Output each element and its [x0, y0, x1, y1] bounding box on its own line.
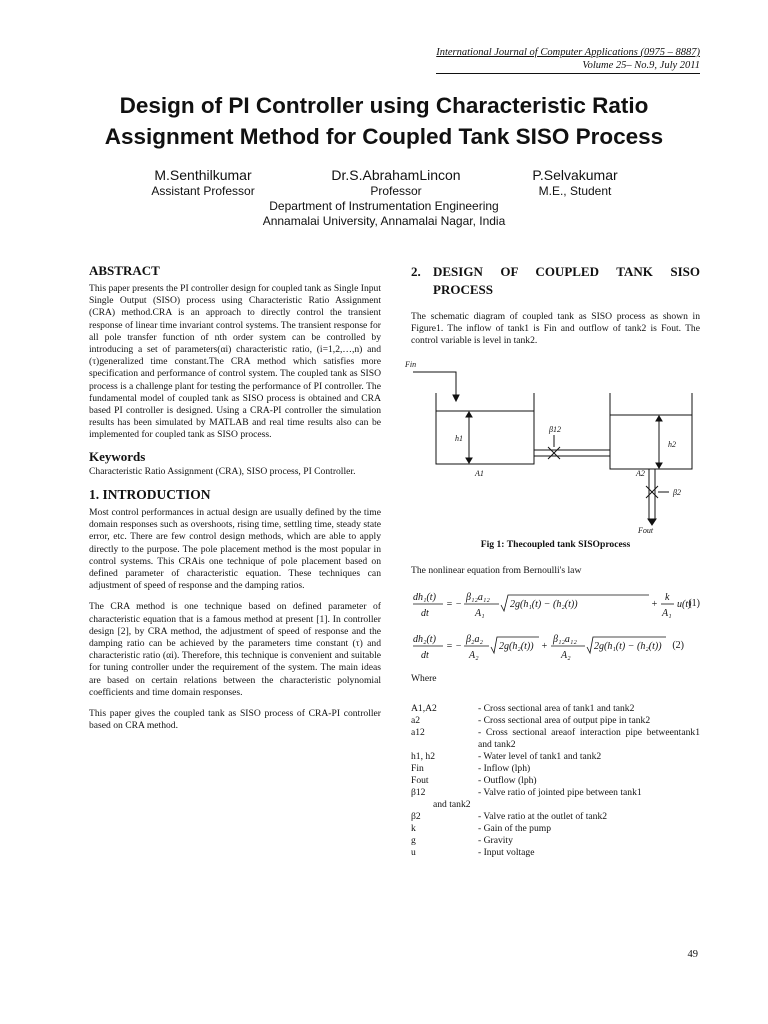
tank-1: [436, 393, 534, 464]
svg-text:dh₂(t): dh₂(t): [413, 634, 436, 646]
abstract-text: This paper presents the PI controller design for coupled tank as Single Input Single Output (SISO) process using Characteristic Ratio Assignment (CRA) method.CRA is an approach to directly control the transient response of linear time invariant control systems. The transient response for all pole transfer function of nth order system can be controlled by introducing a set of parameters(αi) characteristic ratio, (i=1,2,…,n) and (τ)generalized time constant.The CRA method which satisfies more specification and performance of control system. The coupled tank as SISO process is a challenge plant for testing the performance of PI controller. The fundamental model of coupled tank as SISO process is obtained and CRA based PI controller is designed. Using a CRA-PI controller the simulation results has been simulated by MATLAB and real time results also can be implemented for coupled tank as SISO process.: [89, 283, 382, 441]
svg-text:2g(h₂(t)): 2g(h₂(t)): [499, 641, 534, 653]
definition-row: a12 - Cross sectional areaof interaction pipe betweentank1 and tank2: [411, 727, 700, 751]
definition-row: Fin - Inflow (lph): [411, 763, 531, 775]
svg-text:2g(h₁(t) − (h₂(t)): 2g(h₁(t) − (h₂(t)): [510, 599, 578, 611]
definition-row: u - Input voltage: [411, 847, 535, 859]
intro-paragraph-1: Most control performances in actual design are usually defined by the time domain responses such as overshoots, rising time, settling time, steady state error, etc. There are few control design methods, which are able to apply directly to the purpose. The pole placement method is the most popular in control systems. This CRAis one technique of pole placement based on defined parameter of characteristic equation. These techniques can adjustment of speed of response and the damping ratios.: [89, 507, 381, 592]
svg-text:u(t): u(t): [677, 599, 692, 611]
author-name: M.Senthilkumar: [154, 167, 252, 183]
author-name: Dr.S.AbrahamLincon: [331, 167, 461, 183]
intro-paragraph-2: The CRA method is one technique based on defined parameter of characteristic equation that is a famous method at present [1]. In controller design [2], by CRA method, the adjustment of speed of response and the damping ratio can be achieved by the parameters time constant (τ) and characteristic ratio (αi). Therefore, this technique is convenient and suitable for tuning controller under the requirement of the system. The main ideas are based on certain relations between the characteristic polynomial coefficients and time domain responses.: [89, 601, 381, 698]
svg-text:β₂a₂: β₂a₂: [466, 634, 483, 646]
definition-row: k - Gain of the pump: [411, 823, 552, 835]
abstract-heading: ABSTRACT: [89, 263, 160, 278]
author-name: P.Selvakumar: [532, 167, 618, 183]
definition-row-continued: and tank2: [433, 799, 471, 811]
definition-row: h1, h2 - Water level of tank1 and tank2: [411, 751, 602, 763]
svg-text:A₁: A₁: [662, 608, 672, 620]
section2-paragraph: The schematic diagram of coupled tank as SISO process as shown in Figure1. The inflow of tank1 is Fin and outflow of tank2 is Fout. The control variable is level in tank2.: [411, 311, 700, 347]
equation-intro: The nonlinear equation from Bernoulli's law: [411, 564, 582, 576]
figure-coupled-tank: [405, 357, 700, 537]
intro-paragraph-3: This paper gives the coupled tank as SISO process of CRA-PI controller based on CRA method.: [89, 708, 381, 732]
author-3: [505, 167, 645, 199]
journal-header: [436, 46, 700, 74]
figure-caption: Fig 1: Thecoupled tank SISOprocess: [480, 538, 631, 550]
author-role: M.E., Student: [538, 184, 612, 198]
label-b2: β2: [673, 487, 681, 497]
svg-text:= −: = −: [446, 641, 462, 653]
label-a1: A1: [475, 468, 484, 478]
author-role: Professor: [370, 184, 422, 198]
author-1: [118, 167, 288, 199]
outflow-arrow: [648, 519, 656, 525]
symbol-definitions: [411, 703, 700, 859]
equation-2-number: (2): [672, 640, 684, 652]
label-h1: h1: [455, 433, 463, 443]
svg-text:β₁₂a₁₂: β₁₂a₁₂: [466, 592, 490, 604]
svg-text:= −: = −: [446, 599, 462, 611]
label-h2: h2: [668, 439, 676, 449]
label-fout: Fout: [638, 525, 654, 535]
inflow-pipe: [413, 372, 456, 399]
author-2: [296, 167, 496, 199]
svg-text:dt: dt: [421, 650, 429, 662]
keywords-heading: Keywords: [89, 448, 146, 464]
affiliation: [0, 199, 768, 229]
svg-text:dh₁(t): dh₁(t): [413, 592, 436, 604]
definition-row: Fout - Outflow (lph): [411, 775, 537, 787]
equation-2: [411, 631, 700, 667]
equation-1: [411, 589, 700, 625]
label-a2: A2: [636, 468, 645, 478]
svg-text:2g(h₁(t) − (h₂(t)): 2g(h₁(t) − (h₂(t)): [594, 641, 662, 653]
svg-text:β₁₂a₁₂: β₁₂a₁₂: [553, 634, 577, 646]
section-title: DESIGN OF COUPLED TANK SISO PROCESS: [433, 264, 700, 297]
equation-2-formula: [411, 631, 700, 667]
department: Department of Instrumentation Engineering: [269, 199, 499, 213]
definition-row: g - Gravity: [411, 835, 513, 847]
svg-text:dt: dt: [421, 608, 429, 620]
svg-text:A₁: A₁: [475, 608, 485, 620]
definition-row: β2 - Valve ratio at the outlet of tank2: [411, 811, 608, 823]
svg-text:+: +: [541, 641, 548, 653]
definition-row: β12 - Valve ratio of jointed pipe between tank1: [411, 787, 642, 799]
label-fin: Fin: [405, 359, 417, 369]
journal-name: International Journal of Computer Applications (0975 – 8887): [436, 47, 700, 58]
where-label: Where: [411, 673, 437, 685]
journal-volume: Volume 25– No.9, July 2011: [436, 59, 700, 74]
svg-text:k: k: [665, 592, 670, 604]
equation-1-formula: [411, 589, 700, 625]
page-number: 49: [687, 949, 698, 960]
equation-1-number: (1): [688, 598, 700, 610]
coupled-tank-diagram: [405, 357, 700, 537]
paper-title: Design of PI Controller using Characteristic Ratio Assignment Method for Coupled Tank SISO Process: [104, 93, 664, 149]
label-b12: β12: [549, 424, 561, 434]
svg-text:A₂: A₂: [561, 650, 571, 662]
left-column: [89, 263, 381, 742]
university: Annamalai University, Annamalai Nagar, India: [262, 214, 506, 228]
definition-row: a2 - Cross sectional area of output pipe in tank2: [411, 715, 651, 727]
tank-2: [610, 393, 692, 469]
definition-row: A1,A2 - Cross sectional area of tank1 and tank2: [411, 703, 635, 715]
keywords-text: Characteristic Ratio Assignment (CRA), SISO process, PI Controller.: [89, 465, 356, 477]
svg-text:+: +: [651, 599, 658, 611]
svg-text:A₂: A₂: [469, 650, 479, 662]
inflow-arrow: [453, 395, 459, 401]
right-column: [405, 263, 700, 859]
intro-heading: 1. INTRODUCTION: [89, 487, 211, 503]
section-number: 2.: [411, 264, 421, 279]
author-role: Assistant Professor: [151, 184, 255, 198]
section2-heading: [411, 263, 700, 299]
